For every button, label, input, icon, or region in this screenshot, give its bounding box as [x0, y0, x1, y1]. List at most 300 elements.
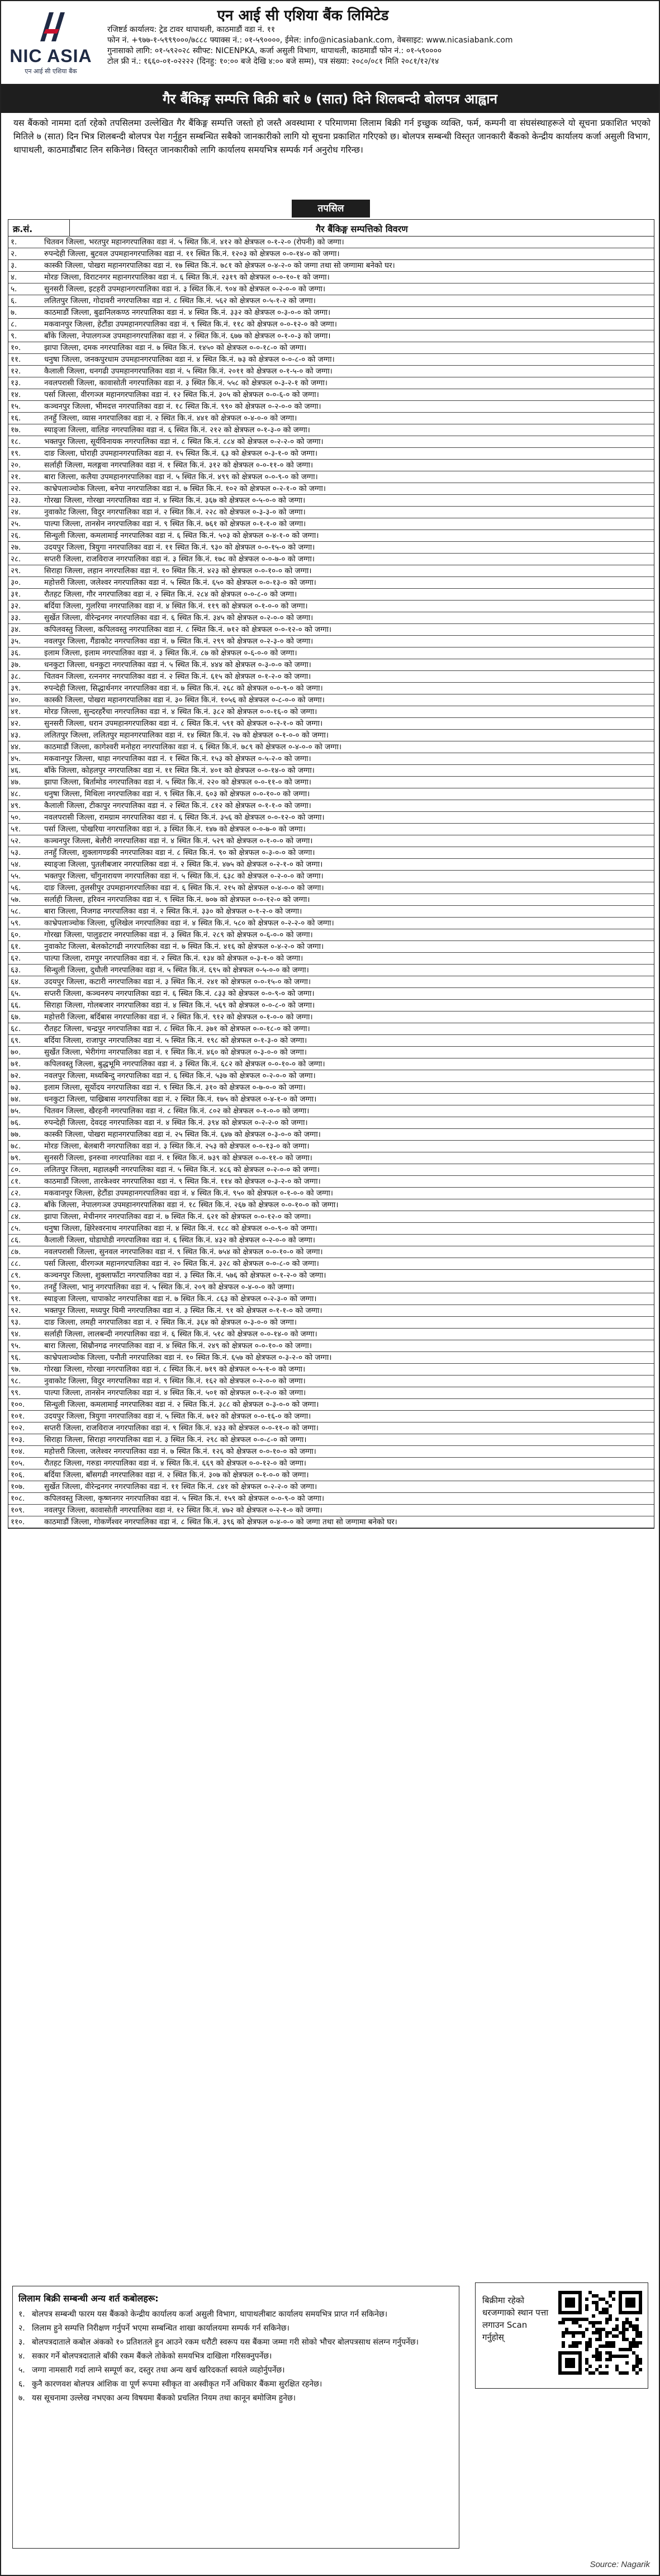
terms-item-number: २. — [18, 2324, 25, 2333]
row-description: रुपन्देही जिल्ला, सिद्धार्थनगर नगरपालिका वडा नं. ७ स्थित कि.नं. २६८ को क्षेत्रफल ०-०-९-० को जग्गा। — [44, 684, 323, 693]
table-row — [8, 554, 654, 565]
table-row — [8, 530, 654, 542]
table-row — [8, 1035, 654, 1047]
row-sn: ५०. — [11, 813, 21, 822]
row-sn: १०९. — [11, 1506, 25, 1515]
nic-asia-mark-icon — [37, 9, 68, 45]
table-row — [8, 1411, 654, 1422]
row-sn: ८५. — [11, 1224, 21, 1233]
table-row — [8, 1152, 654, 1164]
terms-item — [18, 2323, 453, 2334]
row-sn: २६. — [11, 531, 21, 540]
row-description: धनुषा जिल्ला, क्षिरेश्वरनाथ नगरपालिका वडा नं. ४ स्थित कि.नं. १८८ को क्षेत्रफल ०-०-९-० को जग्गा। — [44, 1224, 318, 1233]
row-description: चितवन जिल्ला, खैरहनी नगरपालिका वडा नं. ८ स्थित कि.नं. ८०२ को क्षेत्रफल ०-१-०-० को जग्गा। — [44, 1107, 310, 1116]
row-sn: २५. — [11, 519, 21, 528]
table-row — [8, 1164, 654, 1176]
row-sn: ९०. — [11, 1283, 21, 1292]
terms-item-number: ७. — [18, 2394, 25, 2403]
row-description: सिराहा जिल्ला, गोलबजार नगरपालिका वडा नं. ४ स्थित कि.नं. ५६९ को क्षेत्रफल ०-०-८-० को जग्गा। — [44, 1001, 315, 1010]
row-description: धनकुटा जिल्ला, धनकुटा नगरपालिका वडा नं. ५ स्थित कि.नं. ४४४ को क्षेत्रफल ०-३-०-० को जग्गा। — [44, 660, 311, 669]
terms-item-number: ४. — [18, 2352, 25, 2361]
qr-caption: बिक्रीमा रहेको धरजग्गाको स्थान पत्ता लगाउन Scan गर्नुहोस् — [482, 2295, 549, 2342]
row-description: सर्लाही जिल्ला, लालबन्दी नगरपालिका वडा नं. ६ स्थित कि.नं. ५१८ को क्षेत्रफल ०-०-१४-० को जग्गा। — [44, 1330, 317, 1339]
row-sn: ७९. — [11, 1154, 21, 1162]
terms-item-text: जग्गा नामसारी गर्दा लाग्ने सम्पूर्ण कर, दस्तुर तथा अन्य खर्च खरिदकर्ता स्वयंले व्यहोर्नुपर्नेछ। — [32, 2366, 285, 2375]
row-sn: ९७. — [11, 1365, 21, 1374]
row-description: स्याङ्जा जिल्ला, चापाकोट नगरपालिका वडा नं. ७ स्थित कि.नं. ८६३ को क्षेत्रफल ०-२-३-० को जग्गा। — [44, 1294, 317, 1303]
table-row — [8, 1141, 654, 1152]
row-description: तनहुँ जिल्ला, भानु नगरपालिका वडा नं. ५ स्थित कि.नं. २०९ को क्षेत्रफल ०-४-०-० को जग्गा। — [44, 1283, 295, 1292]
row-description: सुर्खेत जिल्ला, वीरेन्द्रनगर नगरपालिका वडा नं. ६ स्थित कि.नं. ३४५ को क्षेत्रफल ०-२-०-० को जग्गा। — [44, 613, 314, 622]
row-sn: ९६. — [11, 1353, 21, 1362]
table-row — [8, 1458, 654, 1469]
row-description: धनकुटा जिल्ला, पाख्रिबास नगरपालिका वडा नं. २ स्थित कि.नं. १७५ को क्षेत्रफल ०-४-१-० को जग्गा। — [44, 1095, 317, 1104]
terms-item — [18, 2393, 453, 2404]
table-row — [8, 460, 654, 471]
row-description: मोरङ जिल्ला, विराटनगर महानगरपालिका वडा नं. ६ स्थित कि.नं. २३१९ को क्षेत्रफल ०-०-१०-१ को जग्गा। — [44, 273, 330, 282]
row-sn: ७. — [11, 308, 17, 317]
row-sn: २९. — [11, 566, 21, 575]
row-description: नवलपरासी जिल्ला, रामग्राम नगरपालिका वडा नं. ६ स्थित कि.नं. ३५६ को क्षेत्रफल ०-०-१२-० को जग्गा। — [44, 813, 325, 822]
table-row — [8, 694, 654, 706]
row-description: बारा जिल्ला, सिम्रौनगढ नगरपालिका वडा नं. ४ स्थित कि.नं. २४९ को क्षेत्रफल ०-०-१०-० को जग्गा। — [44, 1341, 312, 1350]
row-description: बर्दिया जिल्ला, राजापुर नगरपालिका वडा नं. ५ स्थित कि.नं. १९८ को क्षेत्रफल ०-१-३-० को जग्गा। — [44, 1036, 307, 1045]
table-row — [8, 1340, 654, 1352]
table-row — [8, 589, 654, 601]
terms-item-text: बोलपत्र सम्बन्धी फारम यस बैंकको केन्द्रीय कार्यालय कर्जा असुली विभाग, थापाथलीबाट कार्यालय समयभित्र प्राप्त गर्न सकिनेछ। — [32, 2310, 388, 2319]
bank-info-line: गुनासाको लागि: ०१-५९२०२८ स्वीफ्ट: NICENPKA, कर्जा असुली विभाग, थापाथली, काठमाडौं फोन नं.: ०१-५९०००० — [107, 46, 442, 55]
row-sn: १७. — [11, 426, 21, 434]
row-description: मोरङ जिल्ला, बेलबारी नगरपालिका वडा नं. ३ स्थित कि.नं. २५३ को क्षेत्रफल ०-०-१३-० को जग्गा। — [44, 1142, 310, 1151]
table-row — [8, 882, 654, 894]
row-sn: ५२. — [11, 836, 21, 845]
table-row — [8, 366, 654, 377]
row-description: कपिलवस्तु जिल्ला, कपिलवस्तु नगरपालिका वडा नं. ८ स्थित कि.नं. ७१२ को क्षेत्रफल ०-०-१२-० को जग्गा। — [44, 625, 332, 634]
row-sn: ८७. — [11, 1247, 21, 1256]
row-sn: ८६. — [11, 1236, 21, 1245]
row-description: झापा जिल्ला, मेचीनगर नगरपालिका वडा नं. ७ स्थित कि.नं. ६२१ को क्षेत्रफल ०-०-१२-० को जग्गा। — [44, 1212, 311, 1221]
terms-item — [18, 2379, 453, 2390]
row-sn: ५३. — [11, 848, 21, 857]
row-sn: ४३. — [11, 731, 21, 740]
row-sn: ८१. — [11, 1177, 21, 1186]
row-sn: ६५. — [11, 989, 21, 998]
row-description: नवलपरासी जिल्ला, सुनवल नगरपालिका वडा नं. ९ स्थित कि.नं. ७५४ को क्षेत्रफल ०-०-१०-० को जग्गा। — [44, 1247, 323, 1256]
row-description: रुपन्देही जिल्ला, देवदह नगरपालिका वडा नं. ४ स्थित कि.नं. ३९४ को क्षेत्रफल ०-२-२-० को जग्गा। — [44, 1118, 308, 1127]
row-sn: १०८. — [11, 1494, 25, 1503]
bank-name: एन आई सी एशिया बैंक लिमिटेड — [217, 7, 389, 24]
row-sn: ९१. — [11, 1294, 21, 1303]
bank-info-line: टोल फ्री नं.: १६६०-०१-०२२२२ (दिनहु: १०:०० बजे देखि ४:०० बजे सम्म), पत्र संख्या: २०८०/०८१ मिति २०८१/१२/१४ — [107, 57, 439, 66]
table-row — [8, 1058, 654, 1070]
row-sn: ४४. — [11, 743, 21, 751]
row-sn: ६८. — [11, 1024, 21, 1033]
table-row — [8, 507, 654, 518]
row-description: सुर्खेत जिल्ला, भेरीगंगा नगरपालिका वडा नं. १ स्थित कि.नं. ४६० को क्षेत्रफल ०-३-०-० को जग्गा। — [44, 1048, 307, 1057]
row-sn: ५. — [11, 285, 17, 294]
row-description: ललितपुर जिल्ला, गोदावरी नगरपालिका वडा नं. ८ स्थित कि.नं. ५६२ को क्षेत्रफल ०-५-१-२ को जग्गा। — [44, 296, 316, 305]
table-row — [8, 1176, 654, 1188]
row-description: धनुषा जिल्ला, जनकपुरधाम उपमहानगरपालिका वडा नं. ४ स्थित कि.नं. ७३ को क्षेत्रफल ०-०-८-० को जग्गा। — [44, 355, 335, 364]
row-sn: ६. — [11, 296, 17, 305]
table-row — [8, 1000, 654, 1012]
row-description: सप्तरी जिल्ला, कञ्चनरुप नगरपालिका वडा नं. ६ स्थित कि.नं. ८३३ को क्षेत्रफल ०-०-९-० को जग्गा। — [44, 989, 315, 998]
table-row — [8, 248, 654, 260]
row-sn: ७५. — [11, 1107, 21, 1116]
table-row — [8, 330, 654, 342]
table-row — [8, 612, 654, 624]
row-description: कपिलवस्तु जिल्ला, बुद्धभूमि नगरपालिका वडा नं. ३ स्थित कि.नं. ६८२ को क्षेत्रफल ०-०-१०-० को जग्गा। — [44, 1060, 325, 1069]
table-row — [8, 918, 654, 929]
row-sn: १०४. — [11, 1447, 25, 1456]
row-sn: ९२. — [11, 1306, 21, 1315]
row-description: सिराहा जिल्ला, सिराहा नगरपालिका वडा नं. ३ स्थित कि.नं. २९८ को क्षेत्रफल ०-०-८-० को जग्गा। — [44, 1435, 307, 1444]
row-description: नुवाकोट जिल्ला, विदुर नगरपालिका वडा नं. ९ स्थित कि.नं. १६२ को क्षेत्रफल ०-२-०-० को जग्गा। — [44, 1377, 306, 1386]
row-sn: ७४. — [11, 1095, 21, 1104]
row-sn: ४९. — [11, 801, 21, 810]
table-row — [8, 307, 654, 319]
table-header — [8, 220, 654, 237]
table-row — [8, 1516, 654, 1528]
row-description: सिन्धुली जिल्ला, दुधौली नगरपालिका वडा नं. ५ स्थित कि.नं. ६९५ को क्षेत्रफल ०-५-०-० को जग्गा। — [44, 966, 309, 975]
row-description: पाल्पा जिल्ला, तानसेन नगरपालिका वडा नं. ४ स्थित कि.नं. ५०१ को क्षेत्रफल ०-१-२-० को जग्गा। — [44, 1388, 306, 1397]
row-description: दाङ जिल्ला, घोराही उपमहानगरपालिका वडा नं. १५ स्थित कि.नं. ६३ को क्षेत्रफल ०-३-१-० को जग्गा। — [44, 449, 318, 458]
row-sn: ४८. — [11, 790, 21, 798]
intro-paragraph: यस बैंकको नाममा दर्ता रहेको तपसिलमा उल्लेखित गैर बैंकिङ्ग सम्पत्ति जस्तो हो जस्तै अवस्थामा र परिमाणमा लिलाम बिक्री गर्न इच्छुक व्यक्ति, फर्म, कम्पनी वा संघसंस्थाहरूले यो सूचना प्रकाशित भएको मितिले ७ (सात) दिन भित्र शिलबन्दी बोलपत्र पेश गर्नुहुन सम्बन्धित सबैको जानकारीको लागि यो सूचना प्रकाशित गरिएको छ। बोलपत्र सम्बन्धी विस्तृत जानकारी बैंकको केन्द्रीय कार्यालय कर्जा असुली विभाग, थापाथली, काठमाडौंबाट लिन सकिनेछ। विस्तृत जानकारीको लागि कार्यालय समयभित्र सम्पर्क गर्न अनुरोध गरिन्छ। — [13, 118, 650, 155]
row-description: दाङ जिल्ला, तुलसीपुर उपमहानगरपालिका वडा नं. ६ स्थित कि.नं. २१५ को क्षेत्रफल ०-४-०-० को जग्गा। — [44, 883, 324, 892]
notice-title: गैर बैंकिङ्ग सम्पत्ति बिक्री बारे ७ (सात) दिने शिलबन्दी बोलपत्र आह्वान — [1, 85, 659, 113]
terms-item-text: सकार गर्ने बोलपत्रदाताले बाँकी रकम बैंकले तोकेको समयभित्र दाखिला गरिसक्नुपर्नेछ। — [32, 2352, 272, 2361]
row-sn: ३७. — [11, 660, 21, 669]
row-description: बाँके जिल्ला, कोहलपुर नगरपालिका वडा नं. ११ स्थित कि.नं. ४०१ को क्षेत्रफल ०-०-१४-० को जग्गा। — [44, 766, 315, 775]
table-row — [8, 1305, 654, 1317]
row-description: बाँके जिल्ला, नेपालगञ्ज उपमहानगरपालिका वडा नं. १८ स्थित कि.नं. २६७ को क्षेत्रफल ०-०-१०-० को जग्गा। — [44, 1200, 339, 1209]
row-description: रौतहट जिल्ला, गरुडा नगरपालिका वडा नं. ४ स्थित कि.नं. ६६९ को क्षेत्रफल ०-०-१२-० को जग्गा। — [44, 1459, 306, 1468]
table-row — [8, 777, 654, 788]
row-sn: २. — [11, 249, 17, 258]
row-description: नवलपुर जिल्ला, गैंडाकोट नगरपालिका वडा नं. ७ स्थित कि.नं. २९९ को क्षेत्रफल ०-२-३-० को जग्गा। — [44, 637, 314, 646]
terms-item-number: ६. — [18, 2380, 25, 2389]
row-description: कैलाली जिल्ला, घोडाघोडी नगरपालिका वडा नं. ६ स्थित कि.नं. ४३२ को क्षेत्रफल ०-२-०-० को जग्गा। — [44, 1236, 315, 1245]
table-row — [8, 988, 654, 1000]
row-description: सुनसरी जिल्ला, इनरुवा नगरपालिका वडा नं. १ स्थित कि.नं. ७३९ को क्षेत्रफल ०-०-११-० को जग्गा। — [44, 1154, 312, 1162]
row-description: मकवानपुर जिल्ला, हेटौंडा उपमहानगरपालिका वडा नं. ९ स्थित कि.नं. ११८ को क्षेत्रफल ०-०-१२-० को जग्गा। — [44, 320, 338, 329]
row-description: सुनसरी जिल्ला, धरान उपमहानगरपालिका वडा नं. ८ स्थित कि.नं. ५९१ को क्षेत्रफल ०-२-१-० को जग्गा। — [44, 719, 323, 728]
row-sn: ५५. — [11, 872, 21, 881]
row-description: कञ्चनपुर जिल्ला, भीमदत्त नगरपालिका वडा नं. १८ स्थित कि.नं. ९९० को क्षेत्रफल ०-२-०-० को जग्गा। — [44, 402, 321, 411]
row-sn: ३५. — [11, 637, 21, 646]
row-description: पाल्पा जिल्ला, तानसेन नगरपालिका वडा नं. ९ स्थित कि.नं. ७६१ को क्षेत्रफल ०-१-१-० को जग्गा। — [44, 519, 306, 528]
row-description: कञ्चनपुर जिल्ला, शुक्लाफाँटा नगरपालिका वडा नं. ३ स्थित कि.नं. ५७६ को क्षेत्रफल ०-१-२-० को जग्गा। — [44, 1271, 326, 1280]
table-row — [8, 542, 654, 554]
table-row — [8, 871, 654, 882]
row-sn: ७७. — [11, 1130, 21, 1139]
table-row — [8, 377, 654, 389]
row-description: काठमाडौं जिल्ला, कागेश्वरी मनोहरा नगरपालिका वडा नं. ६ स्थित कि.नं. ७८९ को क्षेत्रफल ०-४-०-० को जग्गा। — [44, 743, 342, 751]
table-row — [8, 483, 654, 495]
table-row — [8, 342, 654, 354]
row-description: सप्तरी जिल्ला, राजविराज नगरपालिका वडा नं. ३ स्थित कि.नं. १७८ को क्षेत्रफल ०-०-७-० को जग्गा। — [44, 555, 315, 564]
notice-header — [1, 1, 659, 85]
table-row — [8, 1235, 654, 1246]
row-sn: २७. — [11, 543, 21, 552]
terms-item-text: कुनै कारणवश बोलपत्र आंशिक वा पूर्ण रूपमा स्वीकृत वा अस्वीकृत गर्ने अधिकार बैंकमा सुरक्षित रहनेछ। — [32, 2380, 322, 2389]
row-sn: ९३. — [11, 1318, 21, 1327]
row-sn: २२. — [11, 484, 21, 493]
table-row — [8, 753, 654, 765]
row-description: झापा जिल्ला, बिर्तामोड नगरपालिका वडा नं. ५ स्थित कि.नं. २२० को क्षेत्रफल ०-०-११-० को जग्गा। — [44, 778, 311, 787]
row-description: उदयपुर जिल्ला, कटारी नगरपालिका वडा नं. ३ स्थित कि.नं. २४१ को क्षेत्रफल ०-०-१५-० को जग्गा। — [44, 977, 311, 986]
row-sn: १०१. — [11, 1412, 25, 1421]
row-sn: ४२. — [11, 719, 21, 728]
column-header-description: गैर बैंकिङ्ग सम्पत्तिको विवरण — [316, 224, 408, 234]
table-body — [8, 237, 654, 1528]
row-description: काभ्रेपलाञ्चोक जिल्ला, बनेपा नगरपालिका वडा नं. ७ स्थित कि.नं. १०२ को क्षेत्रफल ०-२-१-० को जग्गा। — [44, 484, 326, 493]
row-sn: ७२. — [11, 1071, 21, 1080]
terms-item — [18, 2337, 453, 2348]
table-row — [8, 859, 654, 871]
row-sn: ६३. — [11, 966, 21, 975]
table-row — [8, 601, 654, 612]
row-description: बारा जिल्ला, निजगढ नगरपालिका वडा नं. २ स्थित कि.नं. ३३० को क्षेत्रफल ०-१-२-० को जग्गा। — [44, 907, 302, 916]
terms-item-text: यस सूचनामा उल्लेख नभएका अन्य विषयमा बैंकको प्रचलित नियम तथा कानून बमोजिम हुनेछ। — [32, 2394, 296, 2403]
row-description: तनहुँ जिल्ला, व्यास नगरपालिका वडा नं. २ स्थित कि.नं. ४४१ को क्षेत्रफल ०-४-०-० को जग्गा। — [44, 414, 297, 423]
table-row — [8, 765, 654, 777]
logo-text: NIC ASIA — [10, 46, 92, 66]
row-description: बर्दिया जिल्ला, बाँसगढी नगरपालिका वडा नं. २ स्थित कि.नं. ३०७ को क्षेत्रफल ०-१-०-० को जग्गा। — [44, 1471, 309, 1480]
row-description: पर्सा जिल्ला, पोखरिया नगरपालिका वडा नं. ३ स्थित कि.नं. १४७ को क्षेत्रफल ०-०-७-० को जग्गा। — [44, 825, 306, 834]
row-sn: ११. — [11, 355, 21, 364]
row-sn: ३८. — [11, 672, 21, 681]
bank-info-line: फोन नं. +९७७-१-५९९९०००/७८८८ फ्याक्स नं.: ०१-५९००००, ईमेल: info@nicasiabank.com, वेबसाइट: www.nicasiabank.com — [107, 36, 513, 45]
row-description: मकवानपुर जिल्ला, थाहा नगरपालिका वडा नं. १ स्थित कि.नं. १५३ को क्षेत्रफल ०-५-२-० को जग्गा। — [44, 754, 311, 763]
row-description: बाँके जिल्ला, नेपालगञ्ज उपमहानगरपालिका वडा नं. २ स्थित कि.नं. ६७७ को क्षेत्रफल ०-१-०-३ को जग्गा। — [44, 332, 331, 341]
row-sn: ६४. — [11, 977, 21, 986]
row-sn: १०२. — [11, 1424, 25, 1433]
row-description: काठमाडौं जिल्ला, तारकेश्वर नगरपालिका वडा नं. ९ स्थित कि.नं. ११४ को क्षेत्रफल ०-३-२-० को जग्गा। — [44, 1177, 321, 1186]
row-sn: ३३. — [11, 613, 21, 622]
table-row — [8, 953, 654, 965]
property-table — [8, 219, 654, 1529]
table-row — [8, 1293, 654, 1305]
row-description: सुनसरी जिल्ला, इटहरी उपमहानगरपालिका वडा नं. ३ स्थित कि.नं. ९०४ को क्षेत्रफल ०-२-०-० को जग्गा। — [44, 285, 326, 294]
table-row — [8, 471, 654, 483]
row-description: नुवाकोट जिल्ला, विदुर नगरपालिका वडा नं. २ स्थित कि.नं. २२८ को क्षेत्रफल ०-३-३-० को जग्गा। — [44, 508, 306, 517]
row-sn: ९९. — [11, 1388, 21, 1397]
row-description: कैलाली जिल्ला, धनगढी उपमहानगरपालिका वडा नं. ५ स्थित कि.नं. २०११ को क्षेत्रफल ०-१-५-० को जग्गा। — [44, 367, 333, 376]
row-sn: ९५. — [11, 1341, 21, 1350]
table-row — [8, 1223, 654, 1235]
row-description: स्याङ्जा जिल्ला, पुतलीबजार नगरपालिका वडा नं. २ स्थित कि.नं. ४७५ को क्षेत्रफल ०-२-१-० को जग्गा। — [44, 860, 323, 869]
row-description: ललितपुर जिल्ला, महालक्ष्मी नगरपालिका वडा नं. ५ स्थित कि.नं. ४८६ को क्षेत्रफल ०-२-०-० को जग्गा। — [44, 1165, 320, 1174]
row-description: सुर्खेत जिल्ला, वीरेन्द्रनगर नगरपालिका वडा नं. ११ स्थित कि.नं. ८४१ को क्षेत्रफल ०-२-२-० को जग्गा। — [44, 1482, 317, 1491]
row-description: स्याङ्जा जिल्ला, वालिङ नगरपालिका वडा नं. ६ स्थित कि.नं. २१२ को क्षेत्रफल ०-१-३-० को जग्गा। — [44, 426, 310, 434]
row-description: कैलाली जिल्ला, टीकापुर नगरपालिका वडा नं. २ स्थित कि.नं. ८१२ को क्षेत्रफल ०-१-१-० को जग्गा। — [44, 801, 311, 810]
table-row — [8, 1246, 654, 1258]
table-row — [8, 272, 654, 283]
row-sn: २८. — [11, 555, 21, 564]
row-sn: ८९. — [11, 1271, 21, 1280]
table-row — [8, 741, 654, 753]
row-sn: ८. — [11, 320, 17, 329]
table-row — [8, 1481, 654, 1493]
table-row — [8, 636, 654, 647]
table-row — [8, 577, 654, 589]
row-description: महोत्तरी जिल्ला, जलेश्वर नगरपालिका वडा नं. ५ स्थित कि.नं. ६५० को क्षेत्रफल ०-०-१३-० को जग्गा। — [44, 578, 316, 587]
table-row — [8, 354, 654, 366]
row-description: नवलपुर जिल्ला, कावासोती नगरपालिका वडा नं. १२ स्थित कि.नं. ४७२ को क्षेत्रफल ०-२-१-० को जग्गा। — [44, 1506, 322, 1515]
row-sn: ८०. — [11, 1165, 21, 1174]
table-row — [8, 424, 654, 436]
row-sn: १००. — [11, 1400, 25, 1409]
row-sn: २३. — [11, 496, 21, 505]
row-description: बारा जिल्ला, कलैया उपमहानगरपालिका वडा नं. ५ स्थित कि.नं. ४९९ को क्षेत्रफल ०-०-९-० को जग्गा। — [44, 472, 318, 481]
table-row — [8, 1434, 654, 1446]
row-description: काठमाडौं जिल्ला, बुढानिलकण्ठ नगरपालिका वडा नं. ४ स्थित कि.नं. ३३२ को क्षेत्रफल ०-३-०-० को जग्गा। — [44, 308, 331, 317]
row-sn: ३४. — [11, 625, 21, 634]
row-sn: १४. — [11, 390, 21, 399]
table-row — [8, 718, 654, 730]
row-sn: १५. — [11, 402, 21, 411]
row-description: नवलपुर जिल्ला, मध्यबिन्दु नगरपालिका वडा नं. ६ स्थित कि.नं. ५३७ को क्षेत्रफल ०-२-०-० को जग्गा। — [44, 1071, 316, 1080]
row-sn: ७६. — [11, 1118, 21, 1127]
table-row — [8, 518, 654, 530]
row-sn: ३२. — [11, 602, 21, 611]
row-description: पाल्पा जिल्ला, रामपुर नगरपालिका वडा नं. २ स्थित कि.नं. १३४ को क्षेत्रफल ०-३-१-० को जग्गा। — [44, 954, 303, 963]
table-row — [8, 1282, 654, 1293]
table-row — [8, 1012, 654, 1023]
table-row — [8, 1505, 654, 1516]
table-row — [8, 295, 654, 307]
row-sn: ९. — [11, 332, 17, 341]
table-row — [8, 824, 654, 835]
table-row — [8, 283, 654, 295]
source-credit: Source: Nagarik — [590, 2560, 650, 2569]
table-row — [8, 565, 654, 577]
table-row — [8, 1422, 654, 1434]
terms-item — [18, 2351, 453, 2362]
table-row — [8, 847, 654, 859]
table-row — [8, 906, 654, 918]
table-row — [8, 1199, 654, 1211]
row-description: सिन्धुली जिल्ला, कमलामाई नगरपालिका वडा नं. ६ स्थित कि.नं. ५०३ को क्षेत्रफल ०-४-१-० को जग्गा। — [44, 531, 319, 540]
table-row — [8, 260, 654, 272]
table-row — [8, 436, 654, 448]
row-sn: १०६. — [11, 1471, 25, 1480]
row-description: कञ्चनपुर जिल्ला, बेलौरी नगरपालिका वडा नं. ४ स्थित कि.नं. ५२९ को क्षेत्रफल ०-१-०-० को जग्गा। — [44, 836, 313, 845]
terms-item-text: बोलपत्रदाताले कबोल अंकको १० प्रतिशतले हुन आउने रकम धरौटी स्वरूप यस बैंकमा जम्मा गरी सोको भौचर बोलपत्रसाथ संलग्न गर्नुपर्नेछ। — [32, 2338, 419, 2347]
table-row — [8, 941, 654, 953]
row-sn: ८२. — [11, 1189, 21, 1198]
row-sn: ६७. — [11, 1013, 21, 1022]
row-sn: ४६. — [11, 766, 21, 775]
row-sn: ४७. — [11, 778, 21, 787]
row-sn: ७१. — [11, 1060, 21, 1069]
row-sn: ६१. — [11, 942, 21, 951]
table-row — [8, 659, 654, 671]
table-row — [8, 671, 654, 683]
table-row — [8, 1270, 654, 1282]
row-description: चितवन जिल्ला, रत्ननगर नगरपालिका वडा नं. २ स्थित कि.नं. ६१५ को क्षेत्रफल ०-१-२-० को जग्गा। — [44, 672, 311, 681]
row-sn: ५९. — [11, 919, 21, 928]
table-row — [8, 1317, 654, 1329]
table-row — [8, 1188, 654, 1199]
logo-subtitle: एन आई सी एशिया बैंक — [25, 68, 77, 75]
row-sn: ५१. — [11, 825, 21, 834]
table-row — [8, 1023, 654, 1035]
row-description: कास्की जिल्ला, पोखरा महानगरपालिका वडा नं. २५ स्थित कि.नं. ६४७ को क्षेत्रफल ०-३-०-० को जग्गा। — [44, 1130, 321, 1139]
row-sn: ८८. — [11, 1259, 21, 1268]
table-row — [8, 1493, 654, 1505]
terms-item — [18, 2365, 453, 2376]
table-row — [8, 1387, 654, 1399]
row-sn: ५४. — [11, 860, 21, 869]
table-row — [8, 495, 654, 507]
terms-title: लिलाम बिक्री सम्बन्धी अन्य शर्त कबोलहरू: — [18, 2293, 159, 2304]
row-description: चितवन जिल्ला, भरतपुर महानगरपालिका वडा नं. ५ स्थित कि.नं. ४१२ को क्षेत्रफल ०-१-२-० (रोपनी) को जग्गा। — [44, 238, 344, 247]
row-sn: ६०. — [11, 930, 21, 939]
row-sn: ८३. — [11, 1200, 21, 1209]
row-sn: ७०. — [11, 1048, 21, 1057]
terms-item-number: १. — [18, 2310, 25, 2319]
table-row — [8, 1399, 654, 1411]
row-sn: १०३. — [11, 1435, 25, 1444]
row-sn: ६६. — [11, 1001, 21, 1010]
row-description: तनहुँ जिल्ला, शुक्लागण्डकी नगरपालिका वडा नं. ८ स्थित कि.नं. ९० को क्षेत्रफल ०-३-०-० को जग्गा। — [44, 848, 315, 857]
row-sn: ६२. — [11, 954, 21, 963]
table-row — [8, 1329, 654, 1340]
table-row — [8, 965, 654, 976]
row-description: मोरङ जिल्ला, सुन्दरहरैंचा नगरपालिका वडा नं. ४ स्थित कि.नं. ३८२ को क्षेत्रफल ०-०-१६-० को जग्गा। — [44, 707, 317, 716]
row-sn: ६९. — [11, 1036, 21, 1045]
table-row — [8, 1082, 654, 1094]
row-description: रौतहट जिल्ला, गौर नगरपालिका वडा नं. २ स्थित कि.नं. २८४ को क्षेत्रफल ०-०-८-० को जग्गा। — [44, 590, 297, 599]
row-description: भक्तपुर जिल्ला, मध्यपुर थिमी नगरपालिका वडा नं. ३ स्थित कि.नं. ९१ को क्षेत्रफल ०-१-१-० को जग्गा। — [44, 1306, 322, 1315]
row-description: ललितपुर जिल्ला, ललितपुर महानगरपालिका वडा नं. १४ स्थित कि.नं. २७ को क्षेत्रफल ०-१-०-० को जग्गा। — [44, 731, 329, 740]
row-description: बर्दिया जिल्ला, गुलरिया नगरपालिका वडा नं. ४ स्थित कि.नं. ११९ को क्षेत्रफल ०-१-०-० को जग्गा। — [44, 602, 308, 611]
row-sn: ४१. — [11, 707, 21, 716]
terms-box — [12, 2286, 459, 2549]
row-sn: १९. — [11, 449, 21, 458]
row-description: भक्तपुर जिल्ला, चाँगुनारायण नगरपालिका वडा नं. ५ स्थित कि.नं. ६३८ को क्षेत्रफल ०-२-०-० को जग्गा। — [44, 872, 324, 881]
table-row — [8, 1211, 654, 1223]
table-row — [8, 1352, 654, 1364]
table-row — [8, 237, 654, 248]
row-sn: ९४. — [11, 1330, 21, 1339]
row-sn: ३०. — [11, 578, 21, 587]
row-description: कास्की जिल्ला, पोखरा महानगरपालिका वडा नं. ३० स्थित कि.नं. १०५६ को क्षेत्रफल ०-८-०-० को जग्गा। — [44, 696, 325, 705]
table-row — [8, 1070, 654, 1082]
row-description: महोत्तरी जिल्ला, जलेश्वर नगरपालिका वडा नं. ७ स्थित कि.नं. १२६ को क्षेत्रफल ०-०-१०-० को जग्गा। — [44, 1447, 316, 1456]
row-sn: १. — [11, 238, 17, 247]
table-row — [8, 1117, 654, 1129]
table-row — [8, 976, 654, 988]
table-row — [8, 1376, 654, 1387]
row-sn: २०. — [11, 461, 21, 470]
table-row — [8, 448, 654, 460]
qr-code-icon[interactable] — [558, 2291, 642, 2375]
row-sn: १३. — [11, 379, 21, 387]
row-description: उदयपुर जिल्ला, त्रियुगा नगरपालिका वडा नं. ५ स्थित कि.नं. ७१२ को क्षेत्रफल ०-०-१६-० को जग्गा। — [44, 1412, 311, 1421]
table-row — [8, 1047, 654, 1058]
table-row — [8, 1469, 654, 1481]
row-sn: २४. — [11, 508, 21, 517]
bank-info-line: रजिष्टर्ड कार्यालय: ट्रेड टावर थापाथली, काठमाडौं वडा नं. ११ — [107, 25, 276, 34]
table-row — [8, 894, 654, 906]
row-description: झापा जिल्ला, दमक नगरपालिका वडा नं. ७ स्थित कि.नं. १४५० को क्षेत्रफल ०-०-१८-० को जग्गा। — [44, 343, 307, 352]
row-description: महोत्तरी जिल्ला, बर्दिबास नगरपालिका वडा नं. २ स्थित कि.नं. ९१२ को क्षेत्रफल ०-१-०-० को जग्गा। — [44, 1013, 313, 1022]
table-row — [8, 1105, 654, 1117]
